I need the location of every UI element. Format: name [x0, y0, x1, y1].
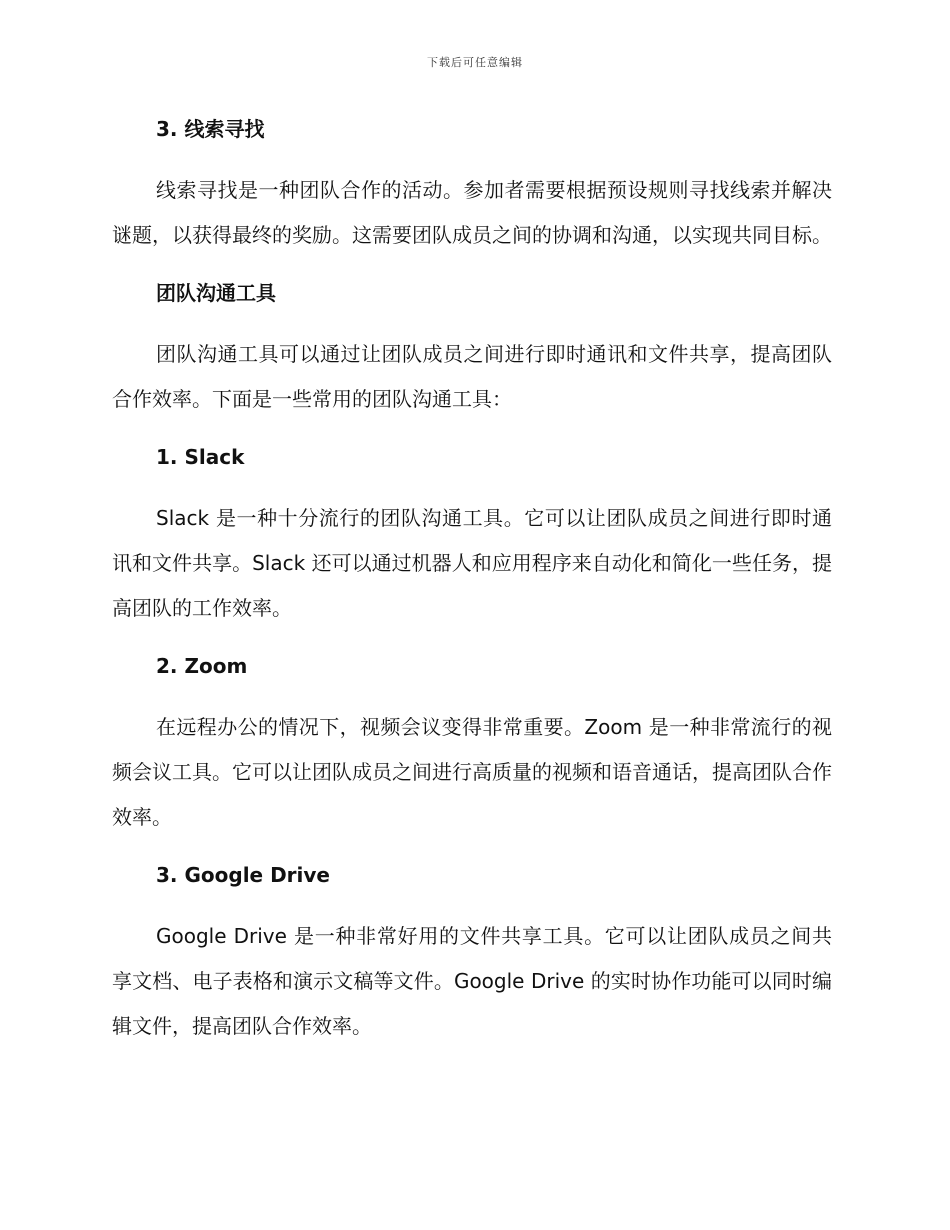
section-paragraph-slack: Slack 是一种十分流行的团队沟通工具。它可以让团队成员之间进行即时通讯和文件共享。Slack 还可以通过机器人和应用程序来自动化和简化一些任务，提高团队的工作效率。	[112, 506, 832, 620]
section-heading-zoom: 2. Zoom	[156, 654, 248, 678]
section-paragraph-team-tools: 团队沟通工具可以通过让团队成员之间进行即时通讯和文件共享，提高团队合作效率。下面是一些常用的团队沟通工具：	[112, 342, 832, 411]
section-heading-slack: 1. Slack	[156, 445, 245, 469]
section-paragraph-zoom: 在远程办公的情况下，视频会议变得非常重要。Zoom 是一种非常流行的视频会议工具。它可以让团队成员之间进行高质量的视频和语音通话，提高团队合作效率。	[112, 715, 832, 829]
header-note: 下载后可任意编辑	[427, 56, 523, 69]
section-paragraph-clue-hunt: 线索寻找是一种团队合作的活动。参加者需要根据预设规则寻找线索并解决谜题，以获得最终的奖励。这需要团队成员之间的协调和沟通，以实现共同目标。	[112, 178, 832, 247]
section-heading-clue-hunt: 3. 线索寻找	[156, 117, 265, 141]
section-heading-team-tools: 团队沟通工具	[156, 281, 276, 305]
document-body	[112, 110, 832, 1049]
section-heading-google-drive: 3. Google Drive	[156, 863, 330, 887]
section-paragraph-google-drive: Google Drive 是一种非常好用的文件共享工具。它可以让团队成员之间共享文档、电子表格和演示文稿等文件。Google Drive 的实时协作功能可以同时编辑文件，提高团队合作效率。	[112, 924, 832, 1038]
